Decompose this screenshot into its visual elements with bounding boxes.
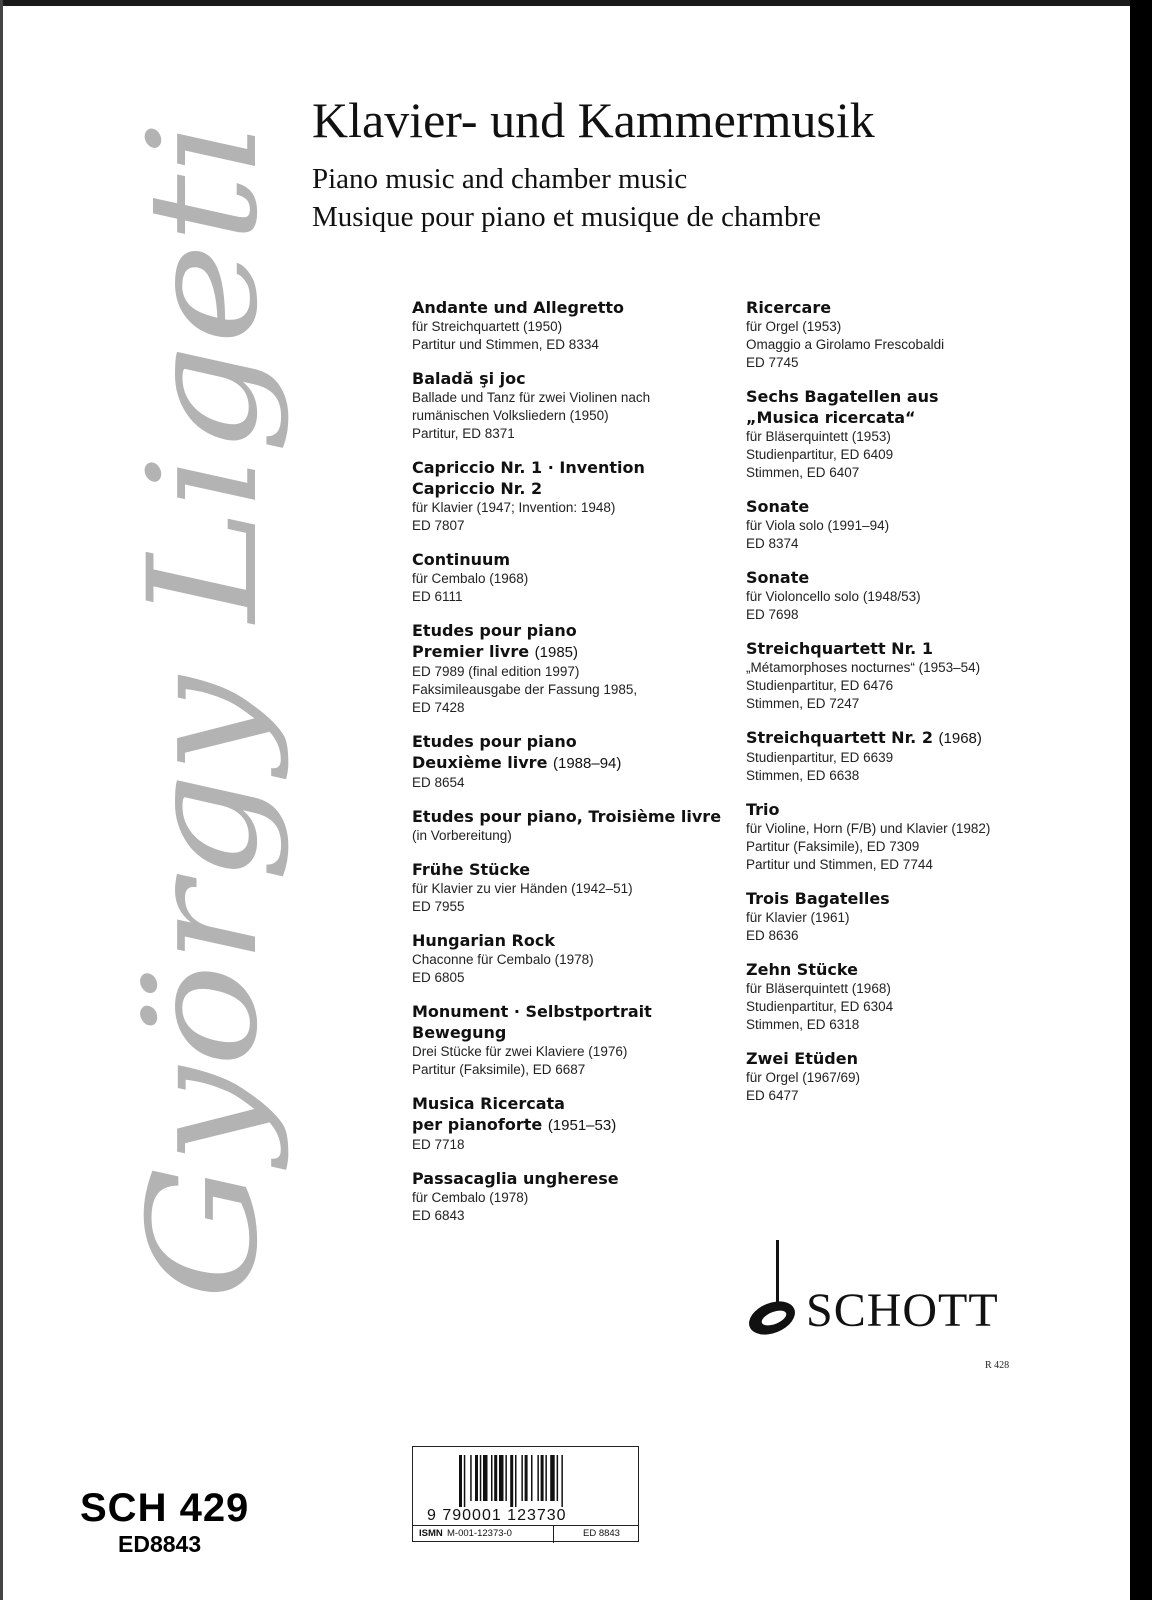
- work-detail-line: Chaconne für Cembalo (1978): [412, 952, 594, 967]
- work-detail-line: für Bläserquintett (1953): [746, 429, 891, 444]
- work-detail-line: ED 7428: [412, 700, 465, 715]
- work-title-line2-text: Deuxième livre: [412, 753, 548, 772]
- work-detail-line: rumänischen Volksliedern (1950): [412, 408, 609, 423]
- barcode-bar: [515, 1455, 517, 1507]
- work-title-text: Andante und Allegretto: [412, 298, 624, 317]
- page-right-border: [1130, 0, 1152, 1600]
- work-detail-line: (in Vorbereitung): [412, 828, 512, 843]
- work-detail-line: Faksimileausgabe der Fassung 1985,: [412, 682, 638, 697]
- work-title-text: Sechs Bagatellen aus: [746, 387, 939, 406]
- work-title-text: Passacaglia ungherese: [412, 1169, 619, 1188]
- work-title-text: Streichquartett Nr. 2: [746, 728, 933, 747]
- work-entry: [412, 1093, 712, 1154]
- work-detail-line: Drei Stücke für zwei Klaviere (1976): [412, 1044, 628, 1059]
- work-title-text: Streichquartett Nr. 1: [746, 639, 933, 658]
- work-detail-line: Stimmen, ED 6318: [746, 1017, 860, 1032]
- work-title: [412, 457, 712, 478]
- ismn-value: M-001-12373-0: [447, 1528, 512, 1539]
- work-title: [746, 799, 1046, 820]
- sticker-ed-number: ED8843: [118, 1531, 202, 1557]
- work-detail-line: Omaggio a Girolamo Frescobaldi: [746, 337, 945, 352]
- work-detail-line: Partitur (Faksimile), ED 7309: [746, 839, 920, 854]
- work-detail-line: ED 7989 (final edition 1997): [412, 664, 580, 679]
- work-detail-line: für Orgel (1967/69): [746, 1070, 861, 1085]
- works-list-right: [746, 297, 1046, 1119]
- work-entry: [412, 368, 712, 443]
- work-detail-line: für Viola solo (1991–94): [746, 518, 890, 533]
- barcode-bar: [525, 1455, 528, 1501]
- work-detail-line: Studienpartitur, ED 6409: [746, 447, 894, 462]
- barcode-box: [412, 1446, 639, 1542]
- work-detail-line: ED 8374: [746, 536, 799, 551]
- barcode-bar: [561, 1455, 563, 1507]
- work-detail-line: Stimmen, ED 7247: [746, 696, 860, 711]
- work-detail-line: ED 6805: [412, 970, 465, 985]
- work-title-line2: [412, 1022, 712, 1043]
- work-detail-line: für Cembalo (1968): [412, 571, 529, 586]
- subtitle-english: Piano music and chamber music: [312, 163, 688, 195]
- work-title: [746, 888, 1046, 909]
- ismn-label: ISMN: [419, 1528, 443, 1539]
- work-detail-line: für Klavier (1961): [746, 910, 850, 925]
- header: [312, 90, 875, 236]
- work-detail-line: „Métamorphoses nocturnes“ (1953–54): [746, 660, 981, 675]
- work-detail-line: Partitur, ED 8371: [412, 426, 515, 441]
- work-detail-line: ED 7807: [412, 518, 465, 533]
- barcode-bar: [531, 1455, 533, 1501]
- work-title-line2-text: Bewegung: [412, 1023, 507, 1042]
- work-title-text: Continuum: [412, 550, 511, 569]
- work-entry: [412, 620, 712, 717]
- work-title-text: Etudes pour piano: [412, 732, 577, 751]
- barcode-ed-number: ED 8843: [583, 1528, 620, 1539]
- barcode-bar: [459, 1455, 462, 1507]
- barcode-footer: [413, 1525, 638, 1543]
- work-detail-line: ED 6477: [746, 1088, 799, 1103]
- work-entry: [412, 806, 722, 845]
- work-detail-line: für Cembalo (1978): [412, 1190, 529, 1205]
- work-title-text: Zehn Stücke: [746, 960, 858, 979]
- barcode-bar: [470, 1455, 472, 1501]
- work-title: [412, 731, 712, 752]
- work-entry: [412, 297, 712, 354]
- work-title-text: Ricercare: [746, 298, 832, 317]
- work-detail-line: für Orgel (1953): [746, 319, 842, 334]
- work-entry: [746, 386, 1046, 482]
- work-entry: [746, 888, 1046, 945]
- barcode-bar: [475, 1455, 478, 1501]
- work-entry: [746, 799, 1046, 874]
- work-title: [746, 638, 1046, 659]
- work-title: [412, 1093, 712, 1114]
- work-detail-line: Stimmen, ED 6638: [746, 768, 860, 783]
- work-entry: [412, 731, 712, 792]
- work-year: (1968): [938, 730, 982, 747]
- work-title-line2: [412, 1114, 712, 1136]
- work-detail-line: ED 7955: [412, 899, 465, 914]
- work-title-text: Etudes pour piano: [412, 621, 577, 640]
- work-year: (1988–94): [553, 755, 622, 772]
- work-entry: [746, 567, 1046, 624]
- barcode-bar: [464, 1455, 466, 1507]
- work-entry: [412, 930, 712, 987]
- work-title: [746, 567, 1046, 588]
- work-title: [746, 727, 1046, 749]
- work-title: [412, 297, 712, 318]
- barcode-bar: [537, 1455, 539, 1501]
- work-title-line2-text: „Musica ricercata“: [746, 408, 916, 427]
- work-title: [412, 1001, 712, 1022]
- work-title: [412, 368, 712, 389]
- work-title: [412, 549, 712, 570]
- work-detail-line: ED 7698: [746, 607, 799, 622]
- barcode-bar: [491, 1455, 493, 1501]
- work-detail-line: für Bläserquintett (1968): [746, 981, 891, 996]
- sticker-sch-number: SCH 429: [80, 1486, 250, 1530]
- work-entry: [412, 1001, 712, 1079]
- work-title-text: Sonate: [746, 568, 810, 587]
- barcode-bar: [541, 1455, 544, 1501]
- work-entry: [746, 638, 1046, 713]
- work-detail-line: für Streichquartett (1950): [412, 319, 563, 334]
- signature-text: György Ligeti: [117, 264, 291, 1300]
- barcode-bar: [499, 1455, 504, 1501]
- work-title-text: Zwei Etüden: [746, 1049, 858, 1068]
- work-entry: [746, 496, 1046, 553]
- work-detail-line: ED 7718: [412, 1137, 465, 1152]
- work-title-text: Trio: [746, 800, 780, 819]
- work-entry: [746, 1048, 1046, 1105]
- work-title: [746, 386, 1046, 407]
- work-detail-line: Partitur (Faksimile), ED 6687: [412, 1062, 586, 1077]
- work-detail-line: Ballade und Tanz für zwei Violinen nach: [412, 390, 651, 405]
- page-left-border: [0, 0, 3, 1600]
- barcode-digits: 9 790001 123730: [427, 1507, 567, 1524]
- work-title-text: Musica Ricercata: [412, 1094, 565, 1113]
- work-detail-line: Partitur und Stimmen, ED 7744: [746, 857, 933, 872]
- page-top-border: [0, 0, 1152, 6]
- work-entry: [412, 1168, 712, 1225]
- barcode-bar: [521, 1455, 523, 1501]
- work-detail-line: Studienpartitur, ED 6304: [746, 999, 894, 1014]
- work-detail-line: Partitur und Stimmen, ED 8334: [412, 337, 599, 352]
- work-detail-line: Stimmen, ED 6407: [746, 465, 860, 480]
- work-detail-line: für Violine, Horn (F/B) und Klavier (1982): [746, 821, 991, 836]
- work-detail-line: für Klavier (1947; Invention: 1948): [412, 500, 616, 515]
- work-detail-line: für Violoncello solo (1948/53): [746, 589, 921, 604]
- barcode-bar: [550, 1455, 555, 1501]
- work-entry: [412, 859, 712, 916]
- work-entry: [746, 727, 1046, 785]
- work-year: (1951–53): [547, 1117, 617, 1134]
- work-title: [412, 930, 712, 951]
- work-detail-line: Studienpartitur, ED 6476: [746, 678, 894, 693]
- works-list-left: [412, 297, 722, 1239]
- work-detail-line: ED 8636: [746, 928, 799, 943]
- page-title: Klavier- und Kammermusik: [312, 92, 875, 148]
- work-detail-line: Studienpartitur, ED 6639: [746, 750, 894, 765]
- barcode-bars: [459, 1455, 599, 1507]
- barcode-bar: [510, 1455, 513, 1507]
- barcode-bar: [557, 1455, 559, 1501]
- work-title-text: Frühe Stücke: [412, 860, 531, 879]
- work-title-text: Sonate: [746, 497, 810, 516]
- work-detail-line: ED 8654: [412, 775, 465, 790]
- work-title-text: Hungarian Rock: [412, 931, 555, 950]
- signature-artwork: [105, 90, 295, 1320]
- work-title-line2: [412, 478, 712, 499]
- work-entry: [746, 297, 1046, 372]
- work-title: [412, 1168, 712, 1189]
- barcode-divider: [553, 1526, 554, 1543]
- work-title-line2: [412, 641, 712, 663]
- work-title: [412, 620, 712, 641]
- publisher-name: SCHOTT: [806, 1284, 999, 1337]
- barcode-bar: [483, 1455, 488, 1501]
- barcode-bar: [480, 1455, 482, 1501]
- work-year: (1985): [534, 644, 579, 661]
- work-entry: [412, 549, 712, 606]
- barcode-bar: [545, 1455, 547, 1501]
- work-title-line2: [412, 752, 712, 774]
- work-title: [746, 959, 1046, 980]
- work-title-text: Capriccio Nr. 1 · Invention: [412, 458, 645, 477]
- work-title-line2-text: Capriccio Nr. 2: [412, 479, 543, 498]
- work-title-text: Trois Bagatelles: [746, 889, 890, 908]
- publisher-logo: [746, 1240, 999, 1340]
- work-title-line2-text: Premier livre: [412, 642, 530, 661]
- r-code: R 428: [985, 1360, 1010, 1371]
- work-title: [746, 496, 1046, 517]
- work-title-line2-text: per pianoforte: [412, 1115, 543, 1134]
- subtitle-french: Musique pour piano et musique de chambre: [312, 201, 821, 233]
- barcode-bar: [505, 1455, 507, 1501]
- work-detail-line: ED 7745: [746, 355, 799, 370]
- work-detail-line: ED 6111: [412, 589, 463, 604]
- work-title: [746, 297, 1046, 318]
- work-detail-line: ED 6843: [412, 1208, 465, 1223]
- work-title: [746, 1048, 1046, 1069]
- work-title-text: Etudes pour piano, Troisième livre: [412, 807, 722, 826]
- work-title: [412, 859, 712, 880]
- work-title-line2: [746, 407, 1046, 428]
- work-title-text: Monument · Selbstportrait: [412, 1002, 652, 1021]
- work-detail-line: für Klavier zu vier Händen (1942–51): [412, 881, 633, 896]
- work-title-text: Baladă şi joc: [412, 369, 526, 388]
- work-entry: [746, 959, 1046, 1034]
- work-title: [412, 806, 722, 827]
- work-entry: [412, 457, 712, 535]
- barcode-bar: [494, 1455, 497, 1501]
